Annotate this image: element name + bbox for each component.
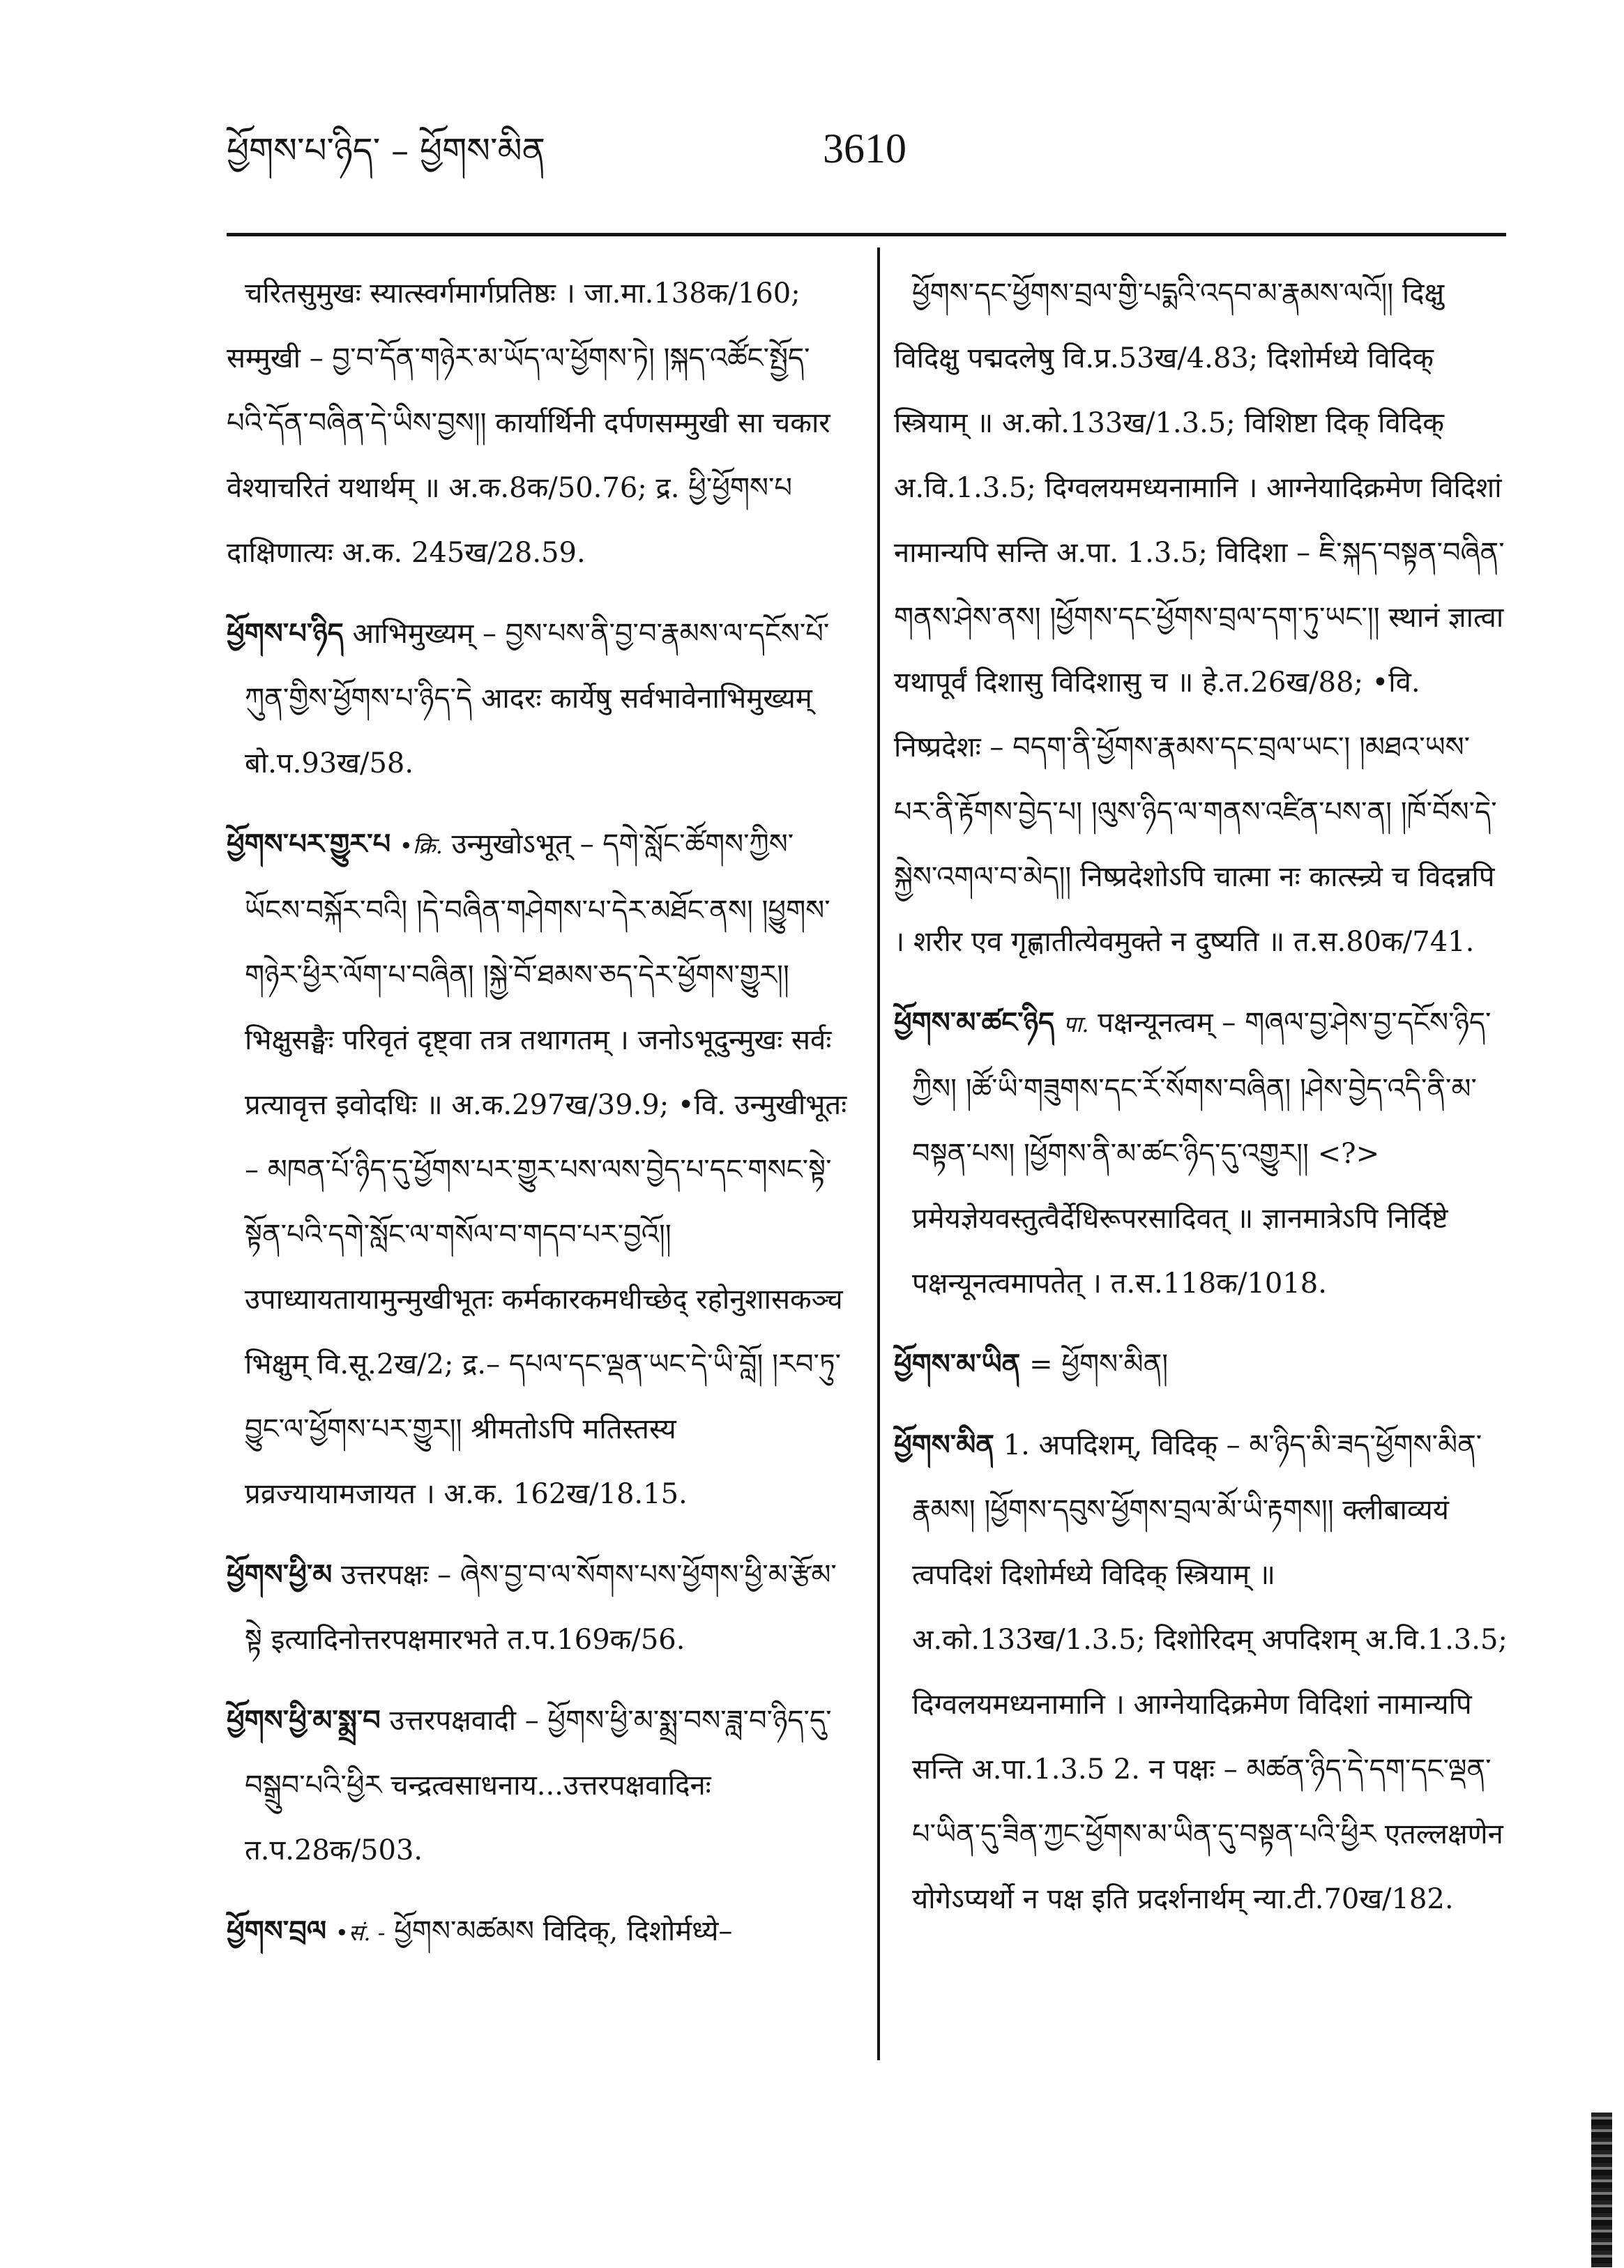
header-divider xyxy=(227,233,1506,236)
entry-text: ཕྱོགས་དང་ཕྱོགས་བྲལ་གྱི་པདྨའི་འདབ་མ་རྣམས་ལའོ།། दिक्षु विदिक्षु पद्मदलेषु वि.प्र.53ख/4.83; दिशोर्मध्ये विदिक् स्त्रियाम् ॥ अ.को.133ख/1.3.5; विशिष्टा दिक् विदिक् अ.वि.1.3.5; दिग्वलयमध्यनामानि । आग्नेयादिक्रमेण विदिशां नामान्यपि सन्ति अ.पा. 1.3.5; विदिशा – ཇི་སྐད་བསྟན་བཞིན་གནས་ཤེས་ནས། །ཕྱོགས་དང་ཕྱོགས་བྲལ་དག་ཏུ་ཡང་།། स्थानं ज्ञात्वा यथापूर्वं दिशासु विदिशासु च ॥ हे.त.26ख/88; •वि. निष्प्रदेशः – བདག་ནི་ཕྱོགས་རྣམས་དང་བྲལ་ཡང་། །མཐའ་ཡས་པར་ནི་རྟོགས་བྱེད་པ། །ལུས་ཉིད་ལ་གནས་འཛིན་པས་ན། །ཁོ་བོས་དེ་སྐྱེས་འགལ་བ་མེད།། निष्प्रदेशोऽपि चात्मा नः कात्स्न्र्ये च विदन्नपि । शरीर एव गृह्णातीत्येवमुक्ते न दुष्यति ॥ त.स.80क/741. xyxy=(894,277,1505,958)
dictionary-entry-continuation xyxy=(894,261,1508,975)
scan-edge-mark xyxy=(1591,2113,1612,2267)
entry-headword: ཕྱོགས་ཕྱི་མ་སྨྲ་བ xyxy=(227,1704,381,1737)
dictionary-entry xyxy=(227,601,847,796)
entry-text: पक्षन्यूनत्वम् – གཞལ་བྱ་ཤེས་བྱ་དངོས་ཉིད་ཀྱིས། །ཚོ་ཡི་གཟུགས་དང་རོ་སོགས་བཞིན། །ཤེས་བྱེད་འདི་ནི་མ་བསྟན་པས། །ཕྱོགས་ནི་མ་ཚང་ཉིད་དུ་འགྱུར།། <?> प्रमेयज्ञेयवस्तुत्वैर्देधिरूपरसादिवत् ॥ ज्ञानमात्रेऽपि निर्दिष्टे पक्षन्यूनत्वमापतेत् । त.स.118क/1018. xyxy=(912,1007,1492,1300)
entry-headword: ཕྱོགས་མ་ཚང་ཉིད xyxy=(894,1006,1055,1039)
entry-text: उत्तरपक्षवादी – ཕྱོགས་ཕྱི་མ་སྨྲ་བས་ཟླ་བ་ཉིད་དུ་བསྒྲུབ་པའི་ཕྱིར चन्द्रत्वसाधनाय...उत्तरपक्षवादिनः त.प.28क/503. xyxy=(245,1705,832,1866)
dictionary-entry xyxy=(227,1542,847,1673)
entry-text: आभिमुख्यम् – བྱས་པས་ནི་བྱ་བ་རྣམས་ལ་དངོས་པོ་ཀུན་གྱིས་ཕྱོགས་པ་ཉིད་དེ आदरः कार्येषु सर्वभावेनाभिमुख्यम् बो.प.93ख/58. xyxy=(245,618,830,779)
right-column xyxy=(894,261,1508,1947)
dictionary-entry xyxy=(227,1688,847,1883)
column-divider xyxy=(877,248,880,2060)
dictionary-entry-continuation xyxy=(227,261,847,586)
entry-text: उन्मुखोऽभूत् – དགེ་སློང་ཚོགས་ཀྱིས་ཡོངས་བསྐོར་བའི། །དེ་བཞིན་གཤེགས་པ་དེར་མཐོང་ནས། །ཕྱུགས་གཉེར་ཕྱིར་ལོག་པ་བཞིན། །སྐྱེ་བོ་ཐམས་ཅད་དེར་ཕྱོགས་གྱུར།། भिक्षुसङ्घैः परिवृतं दृष्ट्वा तत्र तथागतम् । जनोऽभूदुन्मुखः सर्वः प्रत्यावृत्त इवोदधिः ॥ अ.क.297ख/39.9; •वि. उन्मुखीभूतः – མཁན་པོ་ཉིད་དུ་ཕྱོགས་པར་གྱུར་པས་ལས་བྱེད་པ་དང་གསང་སྟེ་སྟོན་པའི་དགེ་སློང་ལ་གསོལ་བ་གདབ་པར་བྱའོ།། उपाध्यायतायामुन्मुखीभूतः कर्मकारकमधीच्छेद् रहोनुशासकञ्च भिक्षुम् वि.सू.2ख/2; द्र.– དཔལ་དང་ལྡན་ཡང་དེ་ཡི་བློ། །རབ་ཏུ་བྱུང་ལ་ཕྱོགས་པར་གྱུར།། श्रीमतोऽपि मतिस्तस्य प्रव्रज्यायामजायत । अ.क. 162ख/18.15. xyxy=(245,828,847,1510)
entry-headword: ཕྱོགས་ཕྱི་མ xyxy=(227,1558,333,1591)
entry-headword: ཕྱོགས་བྲལ xyxy=(227,1915,327,1947)
entry-headword: ཕྱོགས་པར་གྱུར་པ xyxy=(227,828,391,860)
entry-text: = ཕྱོགས་མིན། xyxy=(1029,1348,1169,1380)
entry-headword: ཕྱོགས་པ་ཉིད xyxy=(227,617,344,650)
part-of-speech: •क्रि. xyxy=(400,832,443,859)
dictionary-entry xyxy=(894,1413,1508,1932)
entry-text: चरितसुमुखः स्यात्स्वर्गमार्गप्रतिष्ठः । जा.मा.138क/160; सम्मुखी – བྱ་བ་དོན་གཉེར་མ་ཡོད་ལ་ཕྱོགས་ཏེ། །སྐད་འཚོང་སྤྱོད་པའི་དོན་བཞིན་དེ་ཡིས་བྱས།། कार्यार्थिनी दर्पणसम्मुखी सा चकार वेश्याचरितं यथार्थम् ॥ अ.क.8क/50.76; द्र. ཕྱི་ཕྱོགས་པ दाक्षिणात्यः अ.क. 245ख/28.59. xyxy=(227,277,830,569)
entry-text: ཕྱོགས་མཚམས विदिक्, दिशोर्मध्ये– xyxy=(394,1915,733,1947)
page-number: 3610 xyxy=(823,125,906,172)
left-column xyxy=(227,261,847,1981)
part-of-speech: पा. xyxy=(1063,1011,1089,1037)
entry-headword: ཕྱོགས་མིན xyxy=(894,1429,994,1461)
entry-headword: ཕྱོགས་མ་ཡིན xyxy=(894,1348,1021,1380)
running-header: ཕྱོགས་པ་ཉིད་ – ཕྱོགས་མིན xyxy=(227,130,545,171)
entry-text: 1. अपदिशम्, विदिक् – མ་ཉིད་མི་ཟད་ཕྱོགས་མིན་རྣམས། །ཕྱོགས་དབུས་ཕྱོགས་བྲལ་མོ་ཡི་རྟགས།། क्लीबाव्ययं त्वपदिशं दिशोर्मध्ये विदिक् स्त्रियाम् ॥ अ.को.133ख/1.3.5; दिशोरिदम् अपदिशम् अ.वि.1.3.5; दिग्वलयमध्यनामानि । आग्नेयादिक्रमेण विदिशां नामान्यपि सन्ति अ.पा.1.3.5 2. न पक्षः – མཚན་ཉིད་དེ་དག་དང་ལྡན་པ་ཡིན་དུ་ཟིན་ཀྱང་ཕྱོགས་མ་ཡིན་དུ་བསྟན་པའི་ཕྱིར एतल्लक्षणेन योगेऽप्यर्थो न पक्ष इति प्रदर्शनार्थम् न्या.टी.70ख/182. xyxy=(912,1429,1508,1915)
dictionary-entry xyxy=(894,990,1508,1316)
dictionary-entry xyxy=(894,1332,1508,1397)
dictionary-entry xyxy=(227,812,847,1527)
entry-text: उत्तरपक्षः – ཞེས་བྱ་བ་ལ་སོགས་པས་ཕྱོགས་ཕྱི་མ་རྩོམ་སྟེ इत्यादिनोत्तरपक्षमारभते त.प.169क/56. xyxy=(245,1559,837,1656)
dictionary-entry xyxy=(227,1898,847,1965)
part-of-speech: •सं. - xyxy=(335,1919,386,1946)
